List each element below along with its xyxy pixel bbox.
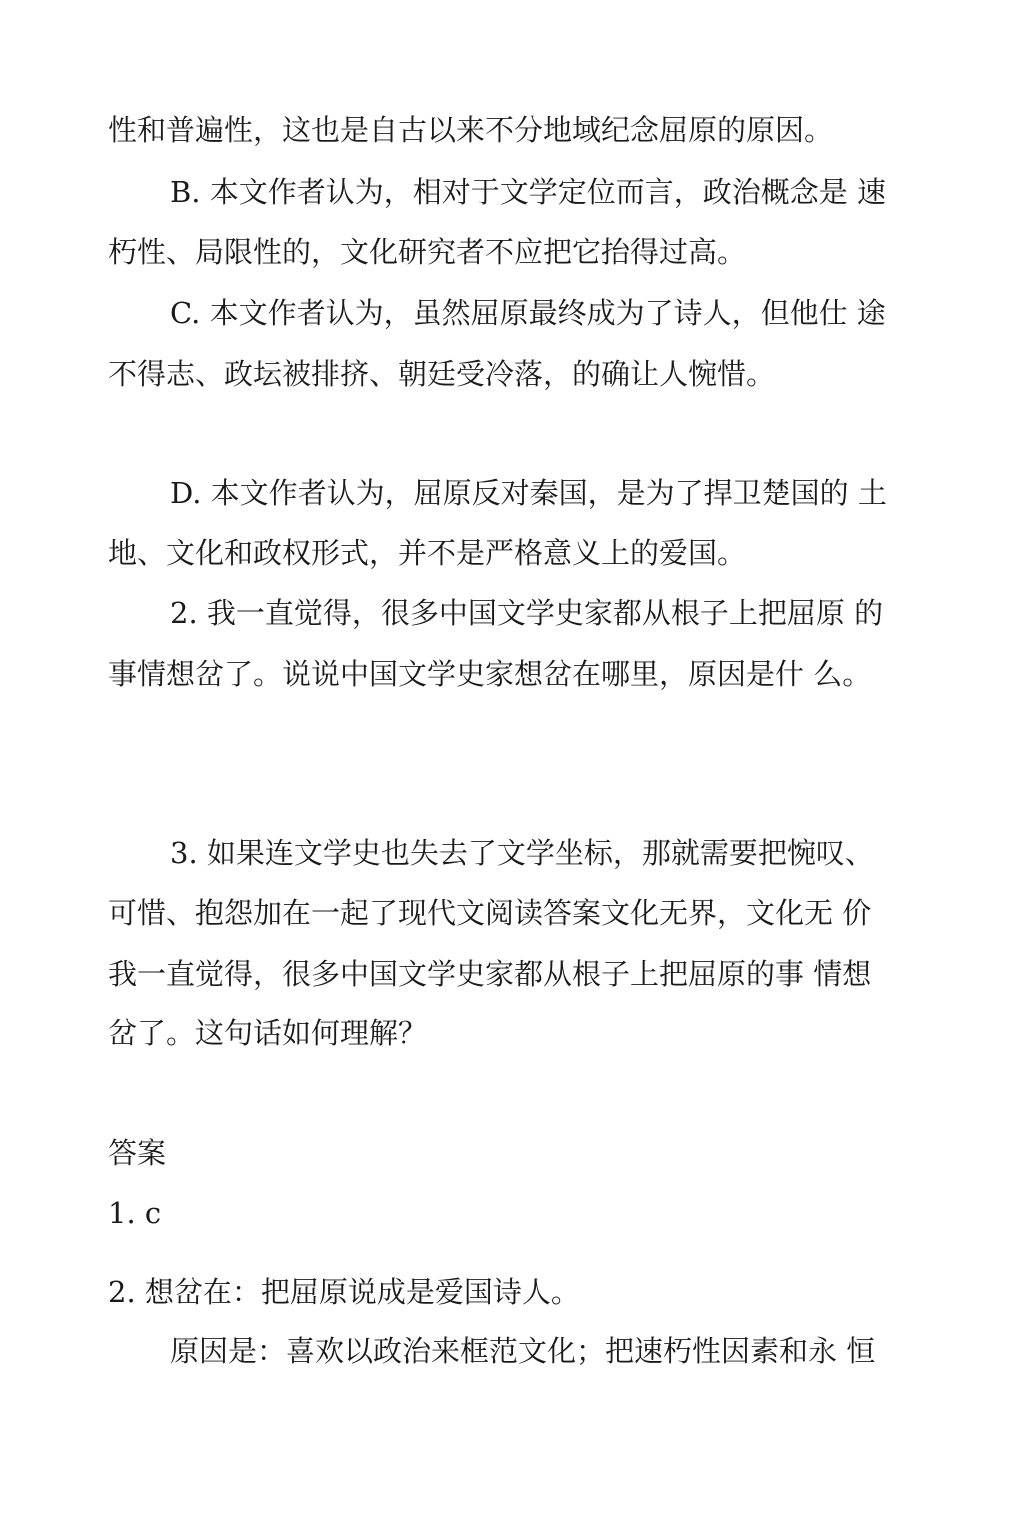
answer-heading: 答案: [108, 1136, 167, 1170]
paragraph-line: 可惜、抱怨加在一起了现代文阅读答案文化无界，文化无 价: [108, 896, 872, 930]
paragraph-line: 岔了。这句话如何理解？: [108, 1016, 428, 1050]
question-3-line: 3. 如果连文学史也失去了文学坐标，那就需要把惋叹、: [170, 836, 874, 870]
paragraph-line: 不得志、政坛被排挤、朝廷受冷落，的确让人惋惜。: [108, 357, 776, 391]
option-b-line: B. 本文作者认为，相对于文学定位而言，政治概念是 速: [170, 175, 886, 209]
paragraph-line: 我一直觉得，很多中国文学史家都从根子上把屈原的事 情想: [108, 957, 872, 991]
answer-2-reason-line: 原因是：喜欢以政治来框范文化；把速朽性因素和永 恒: [170, 1334, 876, 1368]
answer-1-line: 1. c: [108, 1196, 162, 1230]
option-c-line: C. 本文作者认为，虽然屈原最终成为了诗人，但他仕 途: [170, 296, 886, 330]
paragraph-line: 事情想岔了。说说中国文学史家想岔在哪里，原因是什 么。: [108, 657, 872, 691]
paragraph-line: 性和普遍性，这也是自古以来不分地域纪念屈原的原因。: [108, 113, 834, 147]
paragraph-line: 地、文化和政权形式，并不是严格意义上的爱国。: [108, 536, 747, 570]
paragraph-line: 朽性、局限性的，文化研究者不应把它抬得过高。: [108, 235, 747, 269]
answer-2-line: 2. 想岔在：把屈原说成是爱国诗人。: [108, 1275, 580, 1309]
option-d-line: D. 本文作者认为，屈原反对秦国，是为了捍卫楚国的 土: [170, 476, 887, 510]
question-2-line: 2. 我一直觉得，很多中国文学史家都从根子上把屈原 的: [170, 596, 884, 630]
